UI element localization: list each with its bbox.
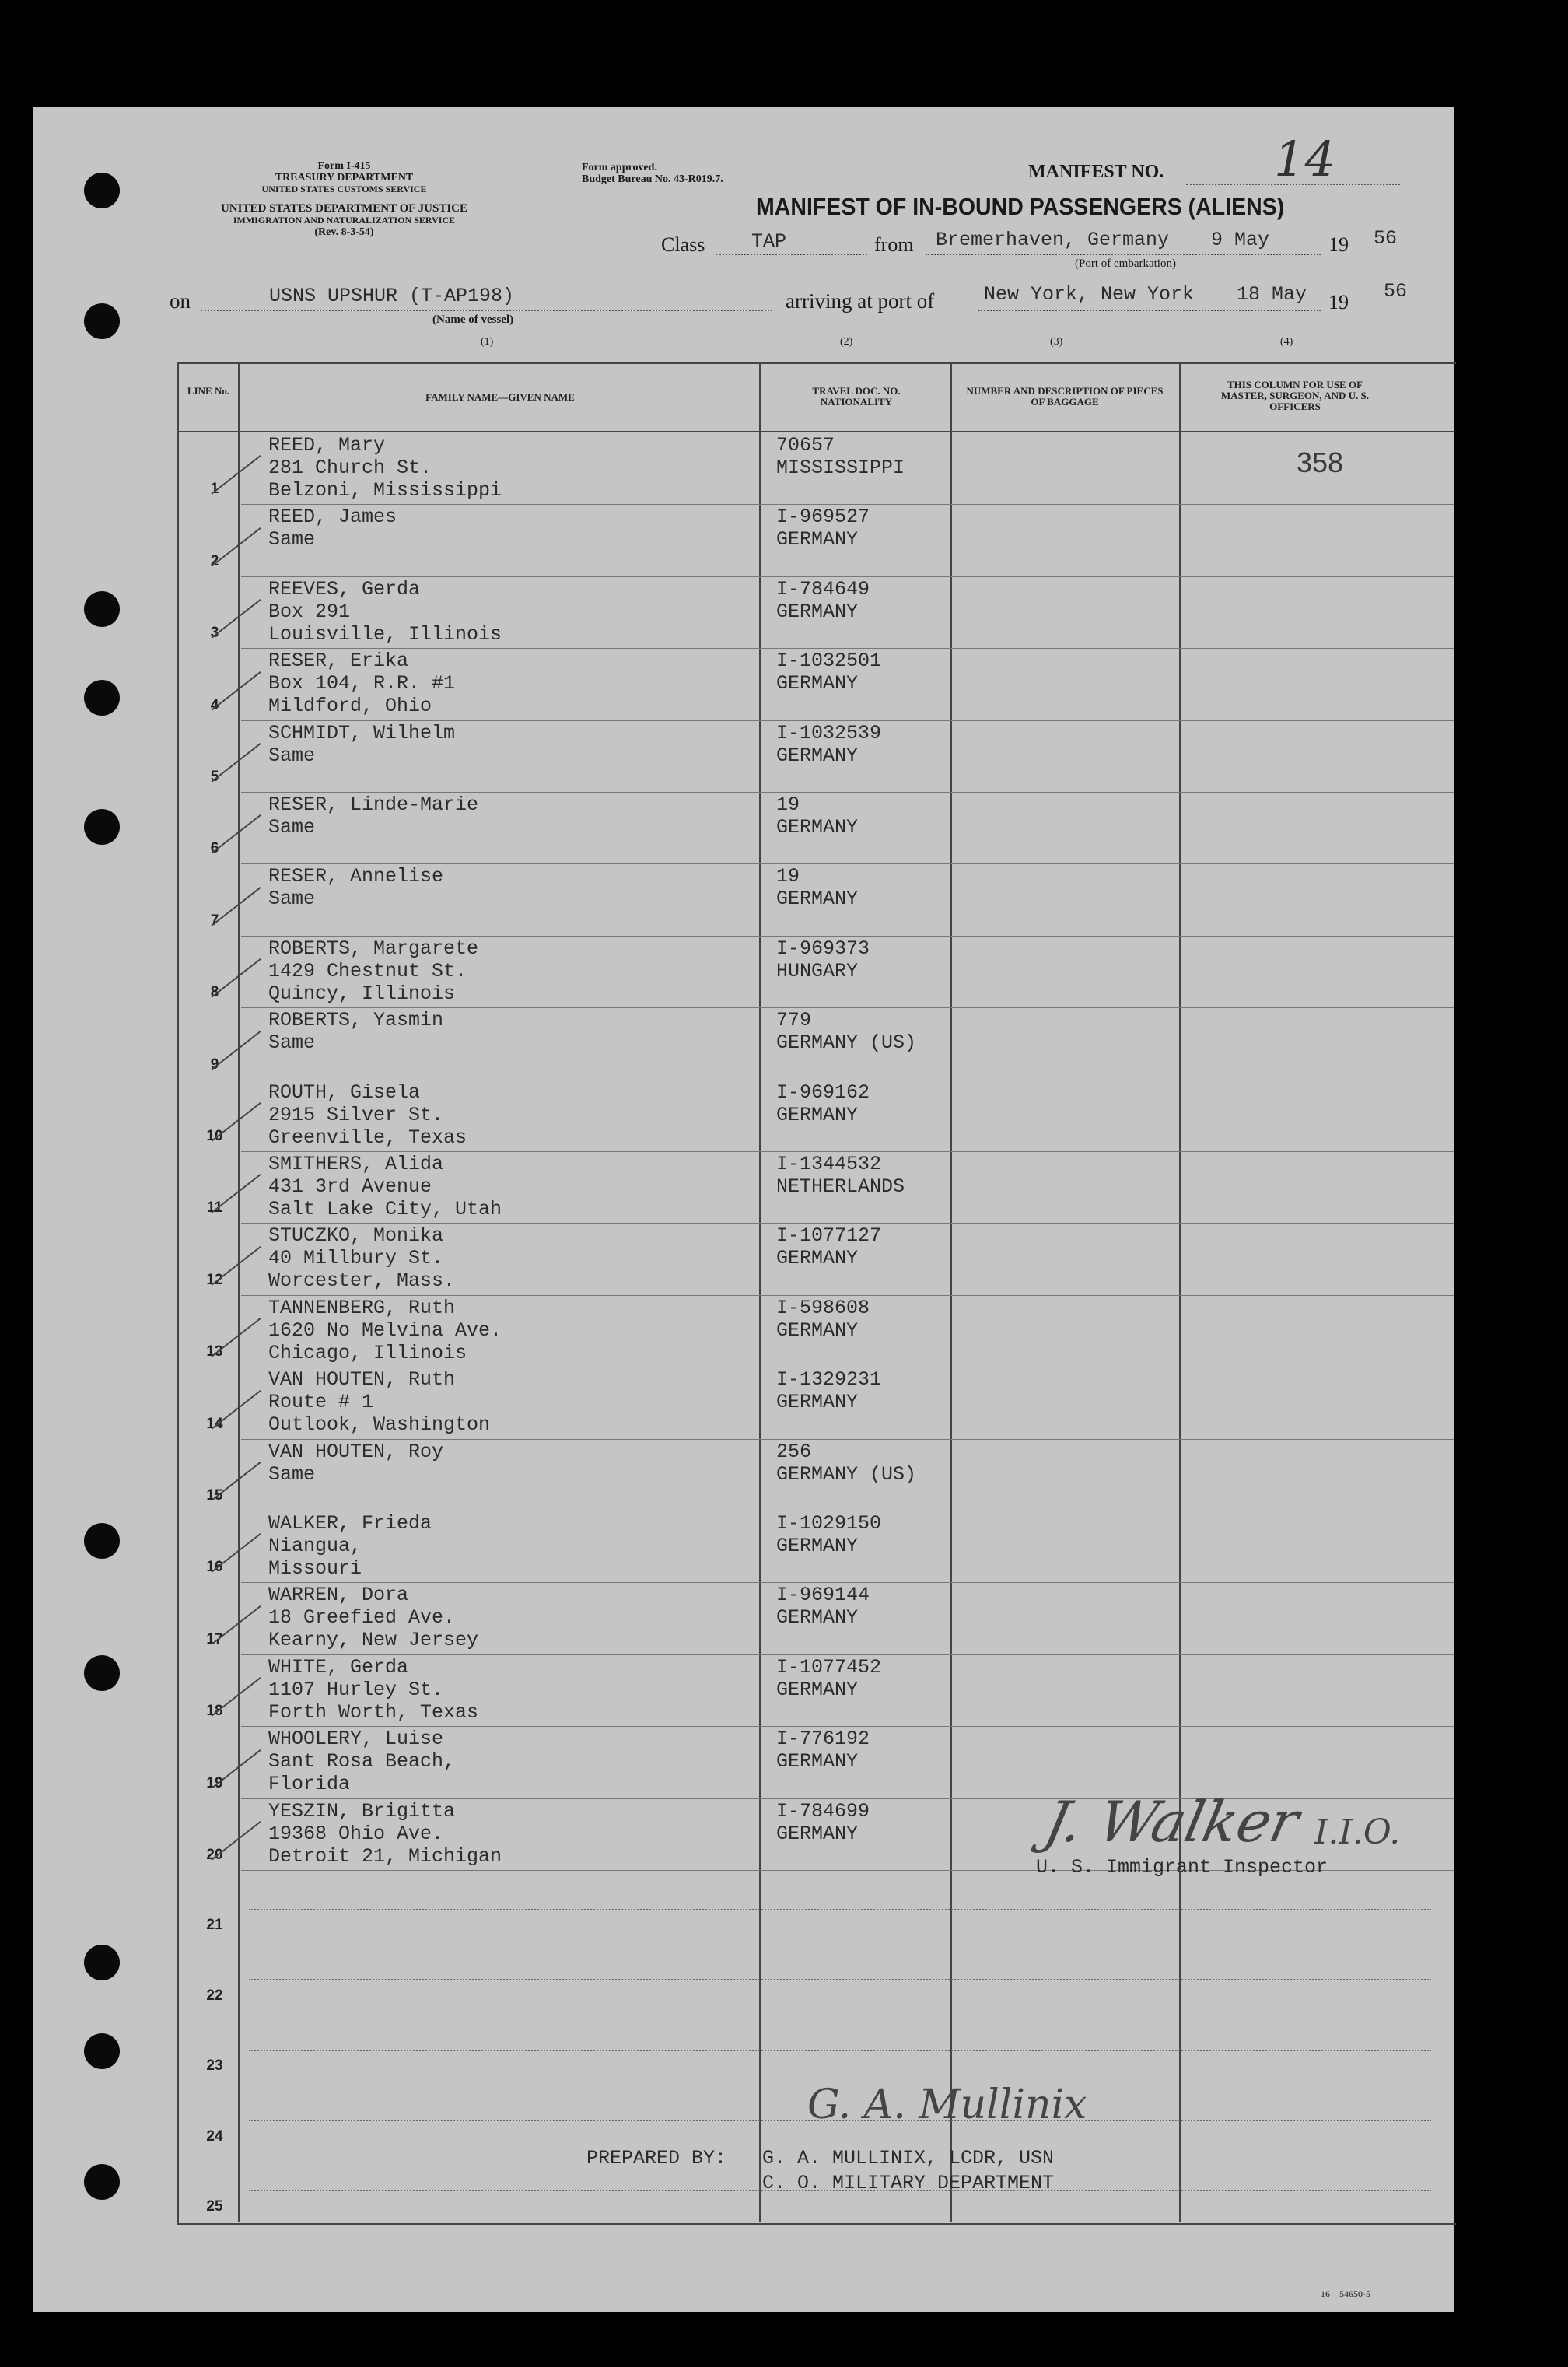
travel-doc-nationality: 256 GERMANY (US) [776,1440,917,1486]
line-number: 16 [206,1559,223,1576]
punch-hole [84,1655,120,1691]
arrival-year-prefix: 19 [1328,291,1349,313]
passenger-name-address: YESZIN, Brigitta 19368 Ohio Ave. Detroit 21, Michigan [268,1799,502,1868]
travel-doc-nationality: I-776192 GERMANY [776,1728,870,1773]
header-travel-doc: TRAVEL DOC. NO. NATIONALITY [812,385,901,408]
travel-doc-nationality: I-1077127 GERMANY [776,1224,882,1270]
line-number: 2 [210,552,219,569]
officer-note: 358 [1297,446,1344,478]
header-bottom-rule [177,431,1454,432]
passenger-name-address: ROUTH, Gisela 2915 Silver St. Greenville, Texas [268,1080,467,1149]
travel-doc-nationality: 779 GERMANY (US) [776,1009,917,1055]
arrival-date: 18 May [1237,283,1307,306]
from-port: Bremerhaven, Germany [936,229,1170,251]
line-number: 20 [206,1847,223,1863]
passenger-name-address: ROBERTS, Margarete 1429 Chestnut St. Quincy, Illinois [268,937,479,1005]
row-divider [241,936,1454,937]
vessel-line [201,310,772,311]
travel-doc-nationality: I-1032501 GERMANY [776,650,882,695]
justice-dept: UNITED STATES DEPARTMENT OF JUSTICE [220,202,468,215]
row-divider [241,1223,1454,1224]
line-number: 3 [210,625,219,642]
passenger-name-address: REED, James Same [268,506,397,551]
manifest-number: 14 [1274,131,1335,187]
line-number: 5 [210,769,219,785]
line-number: 4 [210,696,219,713]
form-header-block [167,160,521,238]
passenger-name-address: STUCZKO, Monika 40 Millbury St. Worcester, Mass. [268,1224,456,1293]
line-number: 12 [206,1271,223,1288]
passenger-name-address: TANNENBERG, Ruth 1620 No Melvina Ave. Chicago, Illinois [268,1296,502,1364]
passenger-name-address: RESER, Annelise Same [268,865,444,911]
header-line-no: LINE No. [187,385,230,397]
line-number: 9 [210,1056,219,1073]
row-divider [241,792,1454,793]
class-line [716,254,867,255]
line-number: 10 [206,1128,223,1144]
line-number: 18 [206,1703,223,1720]
inspector-initials: I.I.O. [1314,1812,1401,1852]
passenger-name-address: VAN HOUTEN, Roy Same [268,1440,444,1486]
punch-hole [84,2164,120,2200]
header-officers-column: THIS COLUMN FOR USE OF MASTER, SURGEON, AND U. S. OFFICERS [1221,379,1369,412]
column-number-2: (2) [840,336,853,348]
row-divider [249,1979,1431,1980]
line-number: 25 [206,2198,223,2215]
line-number: 14 [206,1415,223,1432]
travel-doc-nationality: 19 GERMANY [776,865,859,911]
punch-hole [84,809,120,845]
column-number-3: (3) [1050,336,1063,348]
column-divider [759,362,761,2222]
travel-doc-nationality: I-969527 GERMANY [776,506,870,551]
row-divider [241,1007,1454,1008]
vessel-caption: (Name of vessel) [432,313,514,326]
row-divider [241,1726,1454,1727]
manifest-number-line [1186,184,1400,185]
column-divider [238,362,240,2222]
travel-doc-nationality: 19 GERMANY [776,793,859,839]
line-number: 13 [206,1343,223,1360]
preparer-name: G. A. MULLINIX, LCDR, USN [762,2147,1055,2169]
passenger-name-address: WHOOLERY, Luise Sant Rosa Beach, Florida [268,1728,456,1796]
travel-doc-nationality: I-598608 GERMANY [776,1296,870,1342]
row-divider [241,1439,1454,1440]
passenger-name-address: ROBERTS, Yasmin Same [268,1009,444,1055]
arriving-label: arriving at port of [786,289,935,313]
travel-doc-nationality: I-784649 GERMANY [776,577,870,623]
on-label: on [170,289,191,313]
punch-hole [84,2033,120,2069]
punch-hole [84,1945,120,1980]
column-number-1: (1) [481,336,494,348]
travel-doc-nationality: I-969144 GERMANY [776,1584,870,1630]
line-number: 7 [210,912,219,929]
passenger-name-address: SMITHERS, Alida 431 3rd Avenue Salt Lake City, Utah [268,1153,502,1220]
arrival-port: New York, New York [984,283,1195,306]
arrival-line [978,310,1321,311]
preparer-signature: G. A. Mullinix [807,2082,1087,2128]
line-number: 11 [206,1199,223,1217]
row-divider [241,720,1454,721]
passenger-name-address: RESER, Erika Box 104, R.R. #1 Mildford, Ohio [268,650,456,718]
port-embarkation-caption: (Port of embarkation) [1075,257,1176,270]
row-divider [241,504,1454,505]
line-number: 17 [206,1630,223,1647]
line-number: 6 [210,840,219,857]
line-number: 22 [206,1987,223,2004]
preparer-department: C. O. MILITARY DEPARTMENT [762,2172,1055,2194]
travel-doc-nationality: I-784699 GERMANY [776,1799,870,1845]
row-divider [241,1151,1454,1152]
from-line [926,254,1321,255]
line-number: 8 [210,984,219,1001]
travel-doc-nationality: 70657 MISSISSIPPI [776,434,905,479]
row-divider [241,1654,1454,1655]
travel-doc-nationality: I-1344532 NETHERLANDS [776,1153,905,1198]
passenger-name-address: REEVES, Gerda Box 291 Louisville, Illinois [268,577,502,646]
travel-doc-nationality: I-969373 HUNGARY [776,937,870,982]
form-number: Form I-415 [317,160,371,172]
treasury-dept: TREASURY DEPARTMENT [275,172,414,184]
form-code: 16—54650-5 [1321,2288,1370,2299]
row-divider [241,1582,1454,1583]
travel-doc-nationality: I-1329231 GERMANY [776,1368,882,1414]
line-number: 21 [206,1917,223,1934]
punch-hole [84,591,120,627]
line-number: 1 [210,481,219,498]
column-divider [1179,362,1181,2222]
class-label: Class [661,233,705,256]
passenger-name-address: WHITE, Gerda 1107 Hurley St. Forth Worth, Texas [268,1655,479,1724]
passenger-name-address: RESER, Linde-Marie Same [268,793,479,839]
travel-doc-nationality: I-1032539 GERMANY [776,721,882,767]
inspector-signature: J. Walker [1039,1789,1305,1854]
inspector-title: U. S. Immigrant Inspector [1036,1856,1328,1879]
from-year: 56 [1374,227,1398,250]
approval-block [582,162,723,185]
prepared-by-label: PREPARED BY: [586,2147,727,2169]
line-number: 23 [206,2057,223,2075]
passenger-name-address: WALKER, Frieda Niangua, Missouri [268,1512,432,1580]
line-number: 15 [206,1487,223,1504]
vessel-name: USNS UPSHUR (T-AP198) [269,285,515,307]
class-value: TAP [751,230,787,253]
line-number: 24 [206,2127,223,2145]
column-number-4: (4) [1280,336,1293,348]
travel-doc-nationality: I-1029150 GERMANY [776,1512,882,1557]
row-divider [241,863,1454,864]
travel-doc-nationality: I-1077452 GERMANY [776,1655,882,1701]
from-label: from [874,233,914,256]
header-baggage: NUMBER AND DESCRIPTION OF PIECES OF BAGGAGE [966,385,1164,408]
punch-hole [84,1523,120,1559]
row-divider [249,1909,1431,1910]
from-date: 9 May [1211,229,1270,251]
passenger-name-address: SCHMIDT, Wilhelm Same [268,721,456,767]
row-divider [241,648,1454,649]
punch-hole [84,173,120,208]
ins-service: IMMIGRATION AND NATURALIZATION SERVICE [233,215,456,226]
manifest-label: MANIFEST NO. [1028,162,1164,182]
passenger-name-address: VAN HOUTEN, Ruth Route # 1 Outlook, Washington [268,1368,491,1437]
row-divider [241,1295,1454,1296]
form-approved: Form approved. [582,162,657,173]
arrival-year: 56 [1384,280,1408,303]
line-number: 19 [206,1774,223,1791]
row-divider [241,576,1454,577]
passenger-name-address: WARREN, Dora 18 Greefied Ave. Kearny, New Jersey [268,1584,479,1652]
travel-doc-nationality: I-969162 GERMANY [776,1080,870,1126]
customs-service: UNITED STATES CUSTOMS SERVICE [261,184,427,194]
from-year-prefix: 19 [1328,233,1349,256]
passenger-name-address: REED, Mary 281 Church St. Belzoni, Mississippi [268,434,502,502]
header-family-name: FAMILY NAME—GIVEN NAME [425,391,575,403]
page-title: MANIFEST OF IN-BOUND PASSENGERS (ALIENS) [756,193,1285,220]
budget-bureau: Budget Bureau No. 43-R019.7. [582,173,723,185]
punch-hole [84,680,120,716]
revision: (Rev. 8-3-54) [314,226,374,238]
punch-hole [84,303,120,339]
row-divider [249,2050,1431,2051]
column-divider [950,362,952,2222]
